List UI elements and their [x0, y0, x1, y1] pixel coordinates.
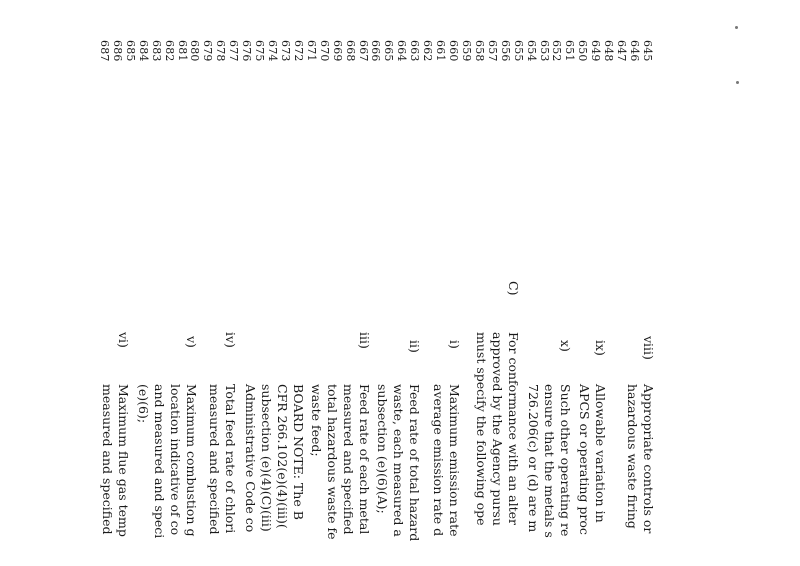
line-number: 660: [447, 40, 461, 62]
text-line: subsection (e)(4)(C)(iii): [259, 384, 274, 532]
text-line: total hazardous waste fe: [325, 384, 340, 540]
line-number: 645: [641, 40, 654, 62]
text-line: location indicative of co: [168, 384, 183, 536]
line-number: 648: [602, 40, 616, 62]
text-line: For conformance with an alter: [506, 332, 521, 525]
text-line: measured and specified: [341, 384, 356, 535]
line-number: 658: [472, 40, 486, 62]
marker-iii: iii): [357, 332, 372, 349]
line-number: 653: [537, 40, 551, 62]
line-number: 659: [459, 40, 473, 62]
text-line: must specify the following ope: [474, 332, 489, 526]
line-number: 654: [524, 40, 538, 62]
line-number: 667: [356, 40, 370, 62]
marker-ii: ii): [407, 340, 422, 353]
line-number: 686: [110, 40, 124, 62]
marker-viii: viii): [641, 336, 656, 360]
line-number: 665: [382, 40, 396, 62]
text-line: Such other operating re: [558, 384, 573, 537]
line-number: 664: [395, 40, 409, 62]
line-number: 663: [408, 40, 422, 62]
line-number: 682: [162, 40, 176, 62]
line-number: 650: [576, 40, 590, 62]
text-line: 726.206(c) or (d) are m: [526, 384, 541, 533]
line-number: 646: [628, 40, 642, 62]
marker-x: x): [558, 340, 573, 352]
text-line: Feed rate of each metal: [357, 384, 372, 535]
text-line: Appropriate controls or: [641, 384, 656, 534]
line-number: 657: [485, 40, 499, 62]
line-number: 687: [97, 40, 111, 62]
line-number: 671: [304, 40, 318, 62]
text-line: (e)(6);: [136, 384, 151, 424]
text-line: measured and specified: [207, 384, 222, 535]
text-line: Feed rate of total hazard: [407, 384, 422, 542]
line-number: 662: [421, 40, 435, 62]
text-line: waste, each measured a: [391, 384, 406, 537]
marker-vi: vi): [116, 332, 131, 348]
text-line: APCS or operating proc: [577, 384, 592, 535]
text-line: approved by the Agency pursu: [490, 332, 505, 526]
marker-c: C): [506, 281, 521, 296]
text-line: average emission rate d: [431, 384, 446, 537]
line-number: 649: [589, 40, 603, 62]
text-line: ensure that the metals s: [542, 384, 557, 538]
scan-speck: [735, 26, 738, 29]
marker-iv: iv): [223, 332, 238, 348]
text-line: and measured and speci: [152, 384, 167, 539]
line-number: 676: [240, 40, 254, 62]
text-line: BOARD NOTE: The B: [291, 384, 306, 520]
line-number: 668: [343, 40, 357, 62]
line-number: 666: [369, 40, 383, 62]
line-number: 651: [563, 40, 577, 62]
line-number: 683: [149, 40, 163, 62]
text-line: measured and specified: [100, 384, 115, 535]
line-number: 672: [291, 40, 305, 62]
text-line: Maximum combustion g: [184, 384, 199, 537]
line-number: 679: [201, 40, 215, 62]
text-line: Maximum flue gas temp: [116, 384, 131, 537]
line-number: 669: [330, 40, 344, 62]
marker-v: v): [184, 336, 199, 348]
line-number: 673: [278, 40, 292, 62]
marker-i: i): [447, 340, 462, 349]
text-line: Administrative Code co: [243, 384, 258, 533]
line-number: 685: [123, 40, 137, 62]
line-number: 674: [266, 40, 280, 62]
line-number: 677: [227, 40, 241, 62]
text-line: Total feed rate of chlori: [223, 384, 238, 534]
text-line: CFR 266.102(e)(4)(iii)(: [275, 384, 290, 529]
text-line: waste feed;: [309, 384, 324, 457]
line-number: 678: [214, 40, 228, 62]
text-line: Maximum emission rate: [447, 384, 462, 537]
line-number: 675: [253, 40, 267, 62]
text-line: hazardous waste firing: [625, 384, 640, 529]
line-number: 655: [511, 40, 525, 62]
line-number: 684: [136, 40, 150, 62]
line-number: 652: [550, 40, 564, 62]
line-number: 680: [188, 40, 202, 62]
text-line: Allowable variation in: [593, 384, 608, 523]
line-number: 681: [175, 40, 189, 62]
line-number: 670: [317, 40, 331, 62]
line-number: 647: [615, 40, 629, 62]
scan-speck: [736, 81, 739, 84]
marker-ix: ix): [593, 340, 608, 356]
line-number: 656: [498, 40, 512, 62]
line-number: 661: [434, 40, 448, 62]
text-line: subsection (e)(6)(A);: [375, 384, 390, 514]
